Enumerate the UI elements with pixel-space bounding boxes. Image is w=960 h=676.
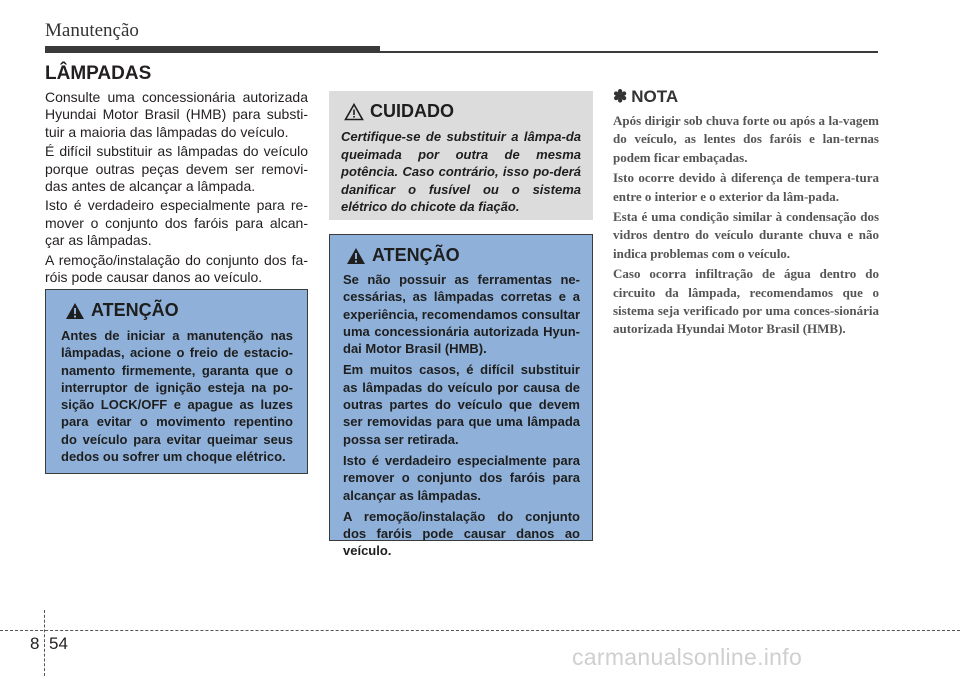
warning-paragraph: Em muitos casos, é difícil substituir as lâmpadas do veículo por causa de outras partes do veículo que devem ser removidas para que uma lâmpada possa ser retirada. — [343, 362, 580, 447]
note-body — [613, 112, 879, 341]
section-paragraph: Isto é verdadeiro especialmente para re-mover o conjunto dos faróis para alcan-çar as lâmpadas. — [45, 197, 308, 249]
note-paragraph: Caso ocorra infiltração de água dentro do circuito da lâmpada, recomendamos que o sistema seja verificado por uma conces-sionária autorizada Hyundai Motor Brasil (HMB). — [613, 266, 879, 337]
section-paragraph: É difícil substituir as lâmpadas do veículo porque outras peças devem ser removi-das antes de alcançar a lâmpada. — [45, 143, 308, 195]
note-title-text: NOTA — [631, 87, 679, 106]
header-rule — [380, 51, 878, 53]
section-paragraph: A remoção/instalação do conjunto dos fa-róis pode causar danos ao veículo. — [45, 251, 308, 286]
warning-paragraph: A remoção/instalação do conjunto dos faróis pode causar danos ao veículo. — [343, 508, 580, 559]
caution-box-title — [344, 101, 581, 122]
note-paragraph: Esta é uma condição similar à condensação dos vidros dentro do veículo durante chuva e não indica problemas com o veículo. — [613, 209, 879, 261]
caution-triangle-icon — [344, 103, 364, 121]
caution-text: Certifique-se de substituir a lâmpa-da queimada por outra de mesma potência. Caso contrário, isso po-derá danificar o fusível ou o sistema elétrico do chicote da fiação. — [341, 129, 581, 214]
warning-triangle-icon — [346, 247, 366, 265]
footer-divider — [0, 630, 960, 631]
warning-title-text: ATENÇÃO — [91, 300, 179, 320]
warning-box-title — [346, 245, 580, 266]
section-paragraph: Consulte uma concessionária autorizada Hyundai Motor Brasil (HMB) para substi-tuir a maioria das lâmpadas do veículo. — [45, 89, 308, 140]
footer-page-divider — [44, 610, 45, 676]
section-body — [45, 89, 308, 288]
chapter-title: Manutenção — [45, 20, 139, 41]
watermark: carmanualsonline.info — [572, 644, 803, 670]
chapter-number: 8 — [30, 634, 40, 653]
warning-triangle-icon — [65, 302, 85, 320]
section-title: LÂMPADAS — [45, 63, 152, 84]
warning-title-text: ATENÇÃO — [372, 245, 460, 265]
note-title — [613, 87, 678, 107]
warning-box-tools — [329, 234, 593, 559]
note-asterisk-icon: ✽ — [613, 87, 628, 106]
caution-title-text: CUIDADO — [370, 101, 454, 121]
caution-box-bulb-power — [329, 91, 593, 220]
note-paragraph: Isto ocorre devido à diferença de tempera-tura entre o interior e o exterior da lâm-pada. — [613, 170, 879, 204]
warning-paragraph: Isto é verdadeiro especialmente para remover o conjunto dos faróis para alcançar as lâmpadas. — [343, 452, 580, 503]
warning-box-lamp-maintenance — [45, 289, 308, 474]
warning-box-title — [65, 300, 293, 321]
page-number: 54 — [49, 634, 68, 653]
note-paragraph: Após dirigir sob chuva forte ou após a la-vagem do veículo, as lentes dos faróis e lan-ternas podem ficar embaçadas. — [613, 113, 879, 165]
header-bar — [45, 46, 380, 53]
warning-text: Antes de iniciar a manutenção nas lâmpadas, acione o freio de estacio-namento firmemente, garanta que o interruptor de ignição esteja na po-sição LOCK/OFF e apague as luzes para evitar o movimento repentino do veículo para evitar queimar seus dedos ou sofrer um choque elétrico. — [61, 328, 293, 465]
warning-paragraph: Se não possuir as ferramentas ne-cessárias, as lâmpadas corretas e a experiência, recomendamos consultar uma concessionária autorizada Hyun-dai Motor Brasil (HMB). — [343, 272, 580, 357]
